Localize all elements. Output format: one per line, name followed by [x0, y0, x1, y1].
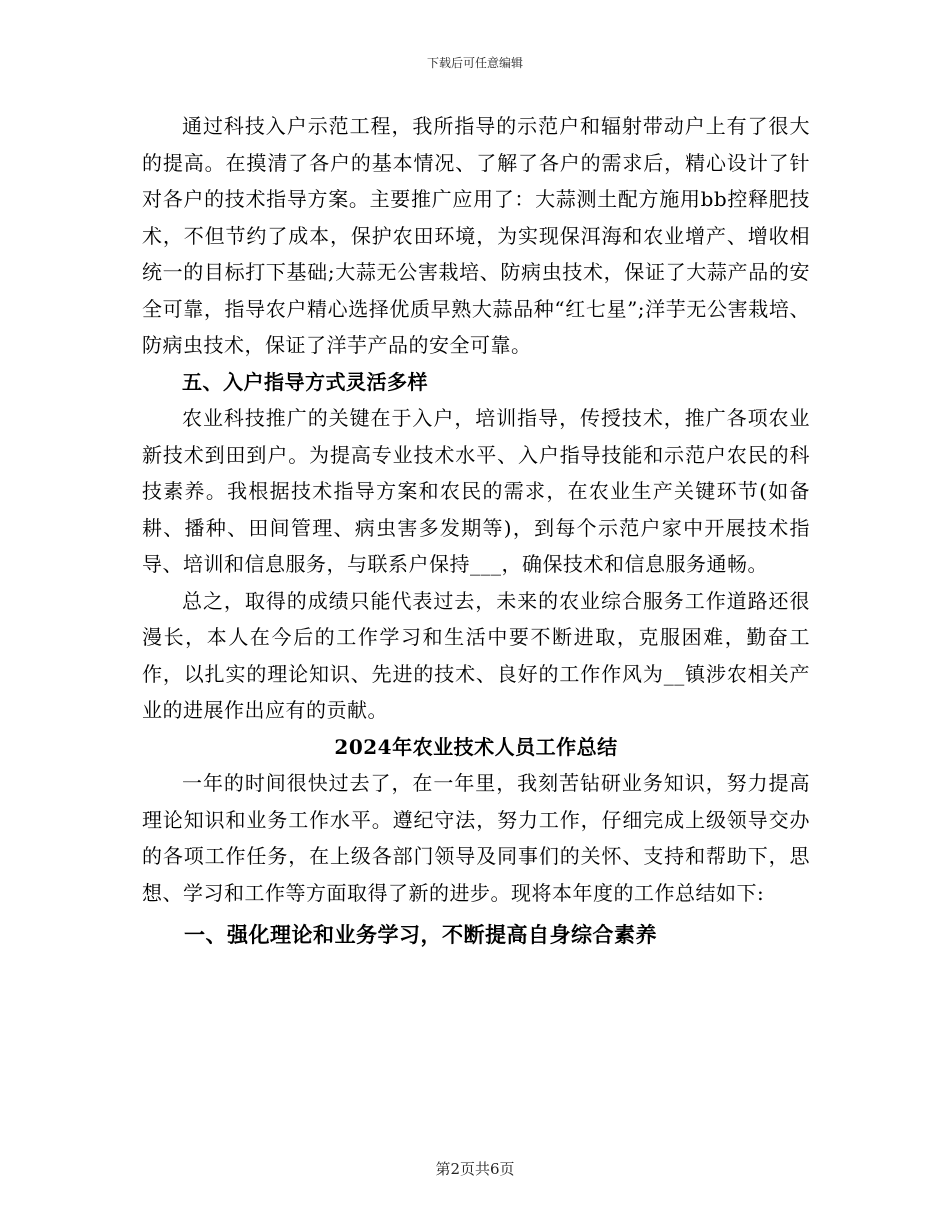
paragraph-household-guidance: 农业科技推广的关键在于入户，培训指导，传授技术，推广各项农业新技术到田到户。为提高专业技术水平、入户指导技能和示范户农民的科技素养。我根据技术指导方案和农民的需求，在农业生产关键环节(如备耕、播种、田间管理、病虫害多发期等)，到每个示范户家中开展技术指导、培训和信息服务，与联系户保持___，确保技术和信息服务通畅。	[142, 406, 810, 576]
paragraph-demonstration-results: 通过科技入户示范工程，我所指导的示范户和辐射带动户上有了很大的提高。在摸清了各户的基本情况、了解了各户的需求后，精心设计了针对各户的技术指导方案。主要推广应用了：大蒜测土配方施用bb控释肥技术，不但节约了成本，保护农田环境，为实现保洱海和农业增产、增收相统一的目标打下基础;大蒜无公害栽培、防病虫技术，保证了大蒜产品的安全可靠，指导农户精心选择优质早熟大蒜品种“红七星”;洋芋无公害栽培、防病虫技术，保证了洋芋产品的安全可靠。	[142, 114, 810, 357]
section-heading-five: 五、入户指导方式灵活多样	[182, 369, 428, 394]
page-number: 第2页共6页	[435, 1160, 515, 1178]
document-title: 2024年农业技术人员工作总结	[334, 734, 618, 759]
document-body	[142, 108, 810, 954]
paragraph-conclusion: 总之，取得的成绩只能代表过去，未来的农业综合服务工作道路还很漫长，本人在今后的工作学习和生活中要不断进取，克服困难，勤奋工作，以扎实的理论知识、先进的技术、良好的工作作风为__镇涉农相关产业的进展作出应有的贡献。	[142, 588, 810, 722]
section-heading-one: 一、强化理论和业务学习，不断提高自身综合素养	[184, 922, 657, 947]
header-note: 下载后可任意编辑	[426, 56, 523, 70]
paragraph-introduction: 一年的时间很快过去了，在一年里，我刻苦钻研业务知识，努力提高理论知识和业务工作水平。遵纪守法，努力工作，仔细完成上级领导交办的各项工作任务，在上级各部门领导及同事们的关怀、支持和帮助下，思想、学习和工作等方面取得了新的进步。现将本年度的工作总结如下:	[142, 771, 810, 905]
